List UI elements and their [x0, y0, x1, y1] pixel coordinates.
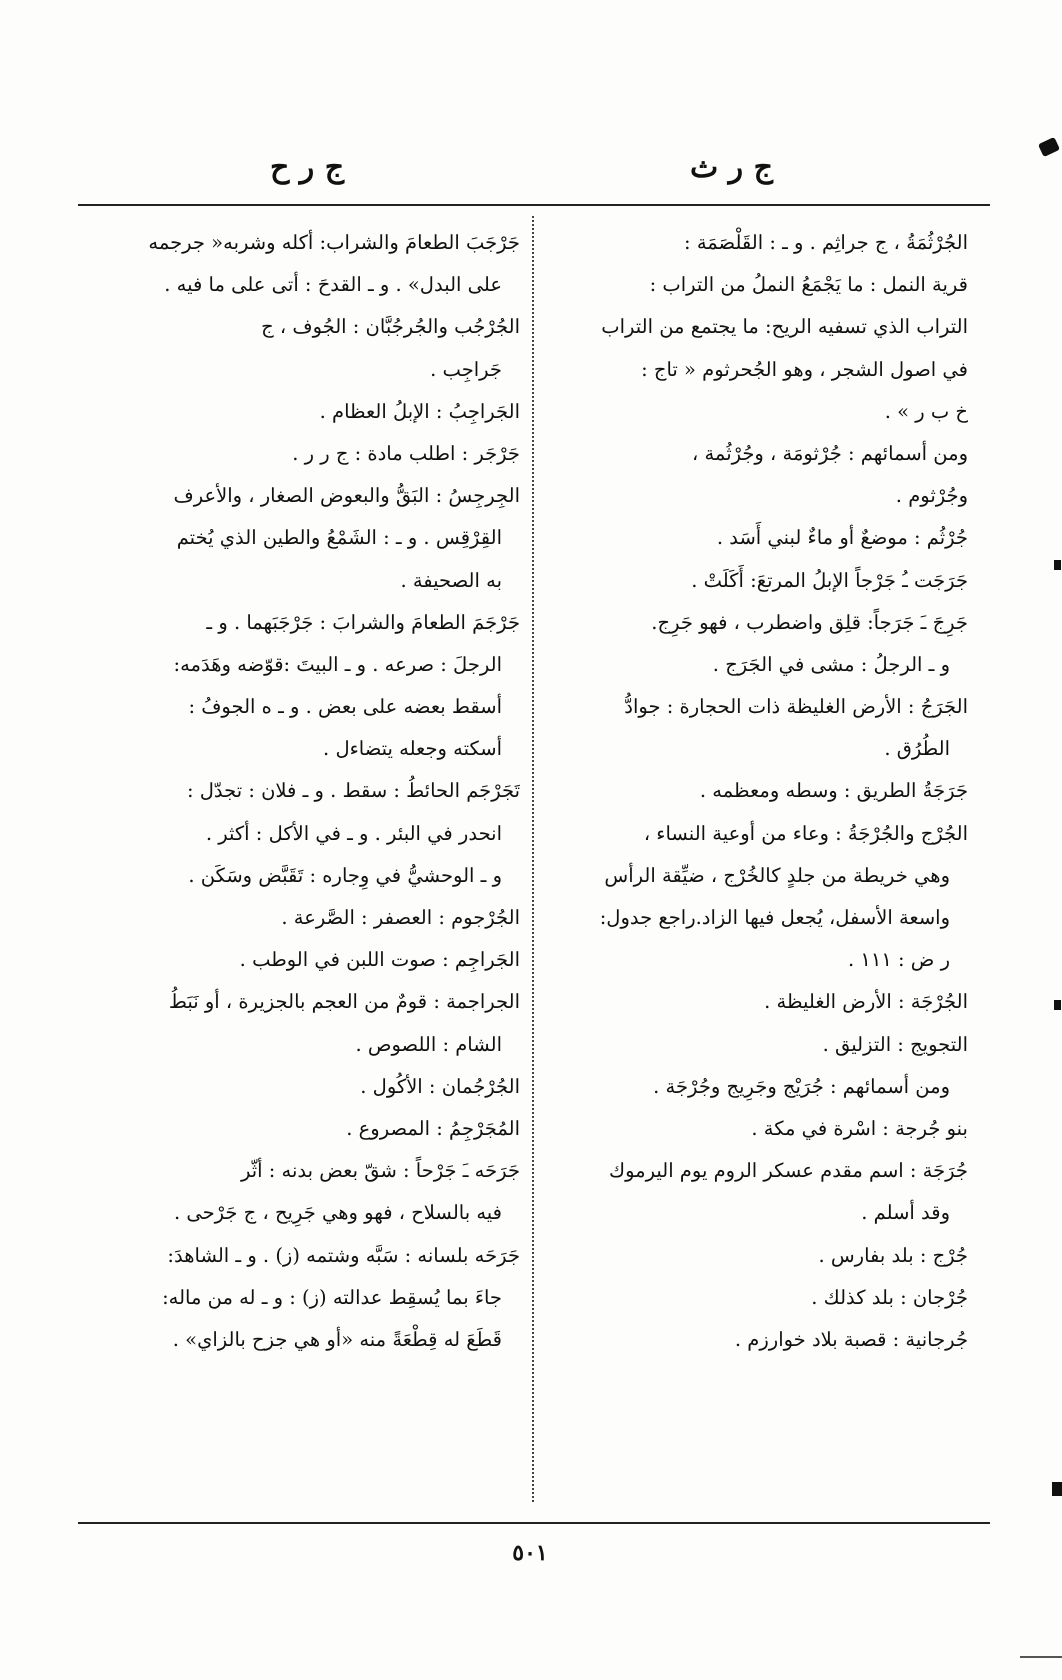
scan-artifact	[1020, 1656, 1062, 1658]
entry-line: جُرْج : بلد بفارس .	[818, 1243, 968, 1267]
entry-line: جُرْجان : بلد كذلك .	[811, 1285, 968, 1309]
entry-line: في اصول الشجر ، وهو الجُحرثوم « تاج :	[641, 357, 968, 381]
entry-line: الجراجمة : قومٌ من العجم بالجزيرة ، أو نَبَطُ	[168, 990, 520, 1014]
entry-line: الجَرَجُ : الأرض الغليظة ذات الحجارة : جوادُّ	[624, 695, 968, 719]
entry-line: الطُرُق .	[884, 737, 950, 761]
entry-line: وهي خريطة من جلدٍ كالخُرْج ، ضيِّقة الرأس	[604, 863, 950, 887]
entry-line: المُجَرْجِمُ : المصروع .	[346, 1116, 520, 1140]
left-column-header: ج ر ح	[270, 150, 345, 185]
entry-line: خ ب ر » .	[884, 399, 968, 423]
entry-line: الجَراجِبُ : الإبلُ العظام .	[319, 399, 520, 423]
entry-line: التجويج : التزليق .	[822, 1032, 968, 1056]
entry-line: جَرْجَبَ الطعامَ والشراب: أكله وشربه« جرجمه	[148, 231, 520, 254]
entry-line: جَراجِب .	[430, 357, 502, 381]
entry-line: بنو جُرجة : اسْرة في مكة .	[751, 1116, 968, 1140]
entry-line: القِرْقِس . و ـ : الشَمْعُ والطين الذي يُختم	[176, 526, 502, 550]
entry-line: به الصحيفة .	[400, 568, 502, 592]
entry-line: جُرجانية : قصبة بلاد خوارزم .	[734, 1327, 968, 1351]
entry-line: جُرْثُم : موضعٌ أو ماءٌ لبني أَسَد .	[716, 526, 968, 550]
entry-line: و ـ الرجلُ : مشى في الجَرَج .	[712, 652, 950, 676]
entry-line: أسقط بعضه على بعض . و ـ ه الجوفُ :	[188, 695, 502, 719]
entry-line: على البدل» . و ـ القدحَ : أتى على ما فيه .	[164, 273, 502, 297]
entry-line: أسكته وجعله يتضاءل .	[323, 737, 502, 761]
entry-line: انحدر في البئر . و ـ في الأكل : أكثر .	[205, 821, 502, 845]
page-number: ٥٠١	[512, 1540, 548, 1566]
entry-line: التراب الذي تسفيه الريح: ما يجتمع من التراب	[601, 315, 968, 339]
entry-line: الرجلَ : صرعه . و ـ البيتَ :قوّضه وهَدَمه:	[173, 652, 502, 676]
entry-line: فيه بالسلاح ، فهو وهي جَرِيح ، ج جَرْحى .	[173, 1201, 502, 1225]
scan-artifact	[1054, 560, 1061, 570]
entry-line: جاءَ بما يُسقِط عدالته (ز) : و ـ له من ماله:	[162, 1285, 502, 1309]
right-column-header: ج ر ث	[690, 150, 773, 185]
scan-artifact	[1054, 1000, 1061, 1010]
entry-line: قَطَعَ له قِطْعَةً منه «أو هي جزح بالزاي» .	[172, 1327, 502, 1351]
entry-line: الجُرْجُب والجُرجُبَّان : الجُوف ، ج	[261, 315, 520, 339]
entry-line: الجُرْجوم : العصفر : الصَّرعة .	[281, 906, 520, 929]
entry-line: جَرَحَه بلسانه : سَبَّه وشتمه (ز) . و ـ الشاهدَ:	[167, 1243, 520, 1267]
entry-line: جَرَجَت ـُ جَرْجاً الإبلُ المرتعَ: أَكَلَتْ .	[691, 568, 968, 592]
entry-line: الجِرجِسُ : البَقُّ والبعوض الصغار ، والأعرف	[173, 484, 520, 508]
entry-line: جَرْجَر : اطلب مادة : ج ر ر .	[292, 441, 520, 465]
entry-line: ومن أسمائهم : جُرَيْج وجَرِيج وجُرْجَة .	[653, 1074, 950, 1098]
entry-line: جُرَجَة : اسم مقدم عسكر الروم يوم اليرموك	[609, 1159, 968, 1183]
entry-line: وجُرْثوم .	[895, 484, 968, 508]
entry-line: الجُرْجَة : الأرض الغليظة .	[764, 990, 968, 1014]
entry-line: الجُرْثُمَةُ ، ج جراثِم . و ـ : القَلْصَمَة :	[684, 231, 968, 254]
entry-line: الجُرْجُمان : الأكُول .	[360, 1074, 520, 1098]
entry-line: جَرَحَه ـَ جَرْحاً : شقّ بعض بدنه : أثّر	[240, 1159, 520, 1183]
entry-line: وقد أسلم .	[861, 1201, 950, 1225]
entry-line: جَرَجَةُ الطريق : وسطه ومعظمه .	[699, 779, 968, 803]
entry-line: قرية النمل : ما يَجْمَعُ النملُ من التراب :	[649, 273, 968, 297]
scan-artifact	[1052, 1482, 1062, 1496]
entry-line: جَرِجَ ـَ جَرَجاً: قلِق واضطرب ، فهو جَرِج.	[651, 610, 968, 634]
entry-line: واسعة الأسفل، يُجعل فيها الزاد.راجع جدول:	[599, 906, 950, 929]
entry-line: ر ض : ١١١ .	[848, 948, 950, 972]
right-column	[548, 222, 968, 1361]
entry-line: ومن أسمائهم : جُرْثومَة ، وجُرْثُمة ،	[691, 441, 968, 465]
bottom-rule	[78, 1522, 990, 1524]
entry-line: الجُرْج والجُرْجَةُ : وعاء من أوعية النساء ،	[643, 821, 968, 845]
column-divider	[532, 216, 534, 1502]
entry-line: و ـ الوحشيُّ في وِجاره : تَقَبَّض وسَكَن .	[188, 863, 502, 887]
entry-line: جَرْجَمَ الطعامَ والشرابَ : جَرْجَبَهما . و ـ	[206, 610, 520, 634]
left-column	[80, 222, 520, 1361]
scan-artifact	[1038, 137, 1060, 157]
entry-line: الشام : اللصوص .	[355, 1032, 502, 1056]
entry-line: الجَراجِم : صوت اللبن في الوطب .	[239, 948, 520, 972]
entry-line: تَجَرْجَم الحائطُ : سقط . و ـ فلان : تجدّل :	[186, 779, 520, 803]
top-rule	[78, 204, 990, 206]
